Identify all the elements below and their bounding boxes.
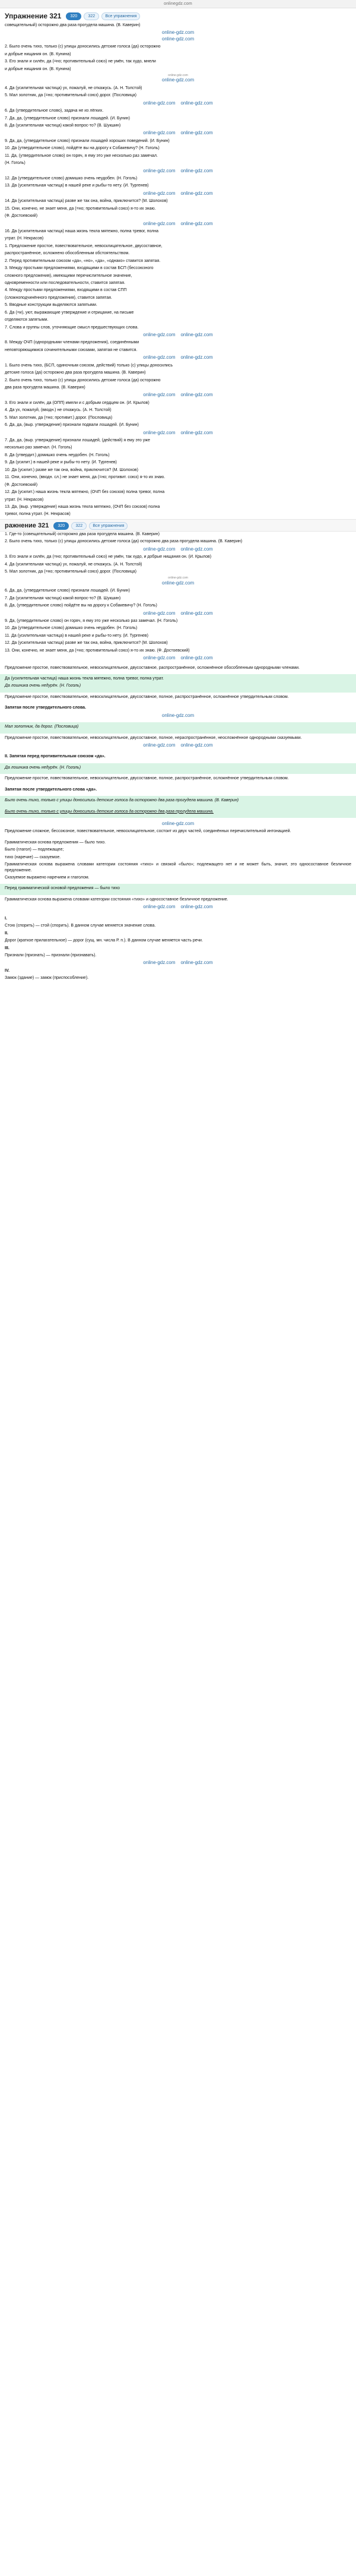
- ad-banner[interactable]: [5, 713, 351, 719]
- text-line: 9. Да (усилит.) в нашей реке и рыбы-то нету. (И. Тургенев): [5, 460, 117, 465]
- text-line: 1. Предложение простое, повествовательное, невосклицательное, двусоставное,: [5, 244, 163, 248]
- ad-banner[interactable]: [5, 611, 351, 617]
- ad-line-1[interactable]: online-gdz.com: [143, 655, 176, 661]
- ad-banner[interactable]: [5, 960, 351, 966]
- ad-line-1[interactable]: online-gdz.com: [161, 712, 195, 718]
- final-label: I.: [5, 916, 7, 921]
- text-line: 3. Его знали и силён, да (ОПП) имели и с добрым сердцем он. (И. Крылов): [5, 400, 150, 405]
- analysis-sentence-3: [0, 763, 356, 774]
- text-line: утрат. (Н. Некрасов): [5, 236, 44, 241]
- text-line: 10. Да (утвердительное слово), пойдёте вы на дорогу к Собакевичу? (Н. Гоголь): [5, 146, 160, 151]
- text-line: сложного предложения), имеющими перечислительное значение,: [5, 273, 132, 278]
- ad-banner[interactable]: [5, 191, 351, 197]
- ad-small: online-gdz.com: [168, 73, 188, 77]
- ad-line-1[interactable]: online-gdz.com: [143, 960, 176, 966]
- text-line: 4. Да (усилительная частица) ух, пожалуй, не откажусь. (А. Н. Толстой): [5, 86, 142, 90]
- ad-banner[interactable]: [5, 655, 351, 661]
- ad-line-1[interactable]: online-gdz.com: [143, 190, 176, 196]
- answer-item: 4. Да (усилительная частица) ух, пожалуй, не откажусь. (А. Н. Толстой): [5, 562, 142, 567]
- exercise-header-2: [0, 519, 356, 532]
- text-line: 7. Да, да, (утвердительное слово) признали лошадей. (И. Бунин): [5, 116, 130, 121]
- ad-banner[interactable]: [5, 742, 351, 748]
- text-line: (Н. Гоголь): [5, 161, 26, 166]
- ad-banner[interactable]: [5, 30, 351, 42]
- notes-block: [0, 838, 356, 884]
- text-line: 4. Между простыми предложениями, входящими в состав СПП: [5, 288, 127, 293]
- analysis-text: Предложение простое, повествовательное, невосклицательное, двусоставное, полное, нераспространённое, неосложнённое однородными сказуемыми.: [5, 735, 302, 740]
- text-line: 11. Да, (утвердительное слово) он горяч, я ему это уже несколько раз замечал.: [5, 153, 158, 158]
- answer-item: 3. Его знали и силён, да (=но; противительный союз) не умён, так худо, и добрые нищания он. (И. Крылов): [5, 555, 212, 560]
- ad-banner[interactable]: [5, 821, 351, 827]
- ad-line-1[interactable]: online-gdz.com: [143, 904, 176, 910]
- ad-line-2[interactable]: online-gdz.com: [180, 130, 213, 136]
- answer-item: 8. Да, (утвердительное слово) пойдёте вы на дорогу к Собакевичу? (Н. Гоголь): [5, 603, 157, 608]
- analysis-block-3: [0, 752, 356, 763]
- text-line: и добрые нищания он. (В. Кунина): [5, 67, 71, 71]
- ad-line-1[interactable]: online-gdz.com: [143, 167, 176, 173]
- analysis-block-2: [0, 703, 356, 722]
- pager-next-2[interactable]: 322: [71, 522, 87, 530]
- ad-line-1[interactable]: online-gdz.com: [143, 392, 176, 398]
- text-line: 5. Вводные конструкции выделяются запятыми.: [5, 303, 97, 308]
- final-label: IV.: [5, 968, 9, 973]
- ad-line-2[interactable]: online-gdz.com: [180, 655, 213, 661]
- analysis-sentence-2: [0, 722, 356, 733]
- text-line: (сложноподчинённого предложения), ставится запятая.: [5, 295, 112, 300]
- text-line: совещательный) осторожно два раза прогудела машина. (В. Каверин): [5, 23, 141, 27]
- analysis-block-1: [0, 663, 356, 674]
- section-one-body: [0, 23, 356, 517]
- text-line: 9. Да, да, (утвердительное слово) признали лошадей хороших поведений. (И. Бунин): [5, 138, 170, 143]
- analysis-title: II. Запятая перед противительным союзом «да».: [5, 754, 106, 759]
- ad-banner[interactable]: [5, 130, 351, 136]
- ad-line-2[interactable]: online-gdz.com: [180, 742, 213, 748]
- summary-row-1: [0, 884, 356, 895]
- text-line: 6. Да (=и), уют, выражающие утверждение и отрицание, на письме: [5, 310, 134, 315]
- answer-item: 12. Да (усилительная частица) разве же так она, война, приключится? (М. Шолохов): [5, 641, 168, 646]
- note-line: тихо (наречие) — сказуемое.: [5, 855, 61, 859]
- answer-item: 7. Да (усилительная частица) какой вопрос-то? (В. Шукшин): [5, 596, 121, 600]
- ad-line-2[interactable]: online-gdz.com: [180, 392, 213, 398]
- note-line: Грамматическая основа предложения — было тихо.: [5, 840, 106, 845]
- text-line: 12. Да (утвердительное слово) домишко очень неудобен. (Н. Гоголь): [5, 176, 138, 181]
- analysis-tail-1: [0, 693, 356, 703]
- note-line: Сказуемое выражено наречием и глаголом.: [5, 875, 90, 880]
- page-root: [0, 0, 356, 985]
- final-line: Признали (признать) — признали (признавать).: [5, 953, 97, 957]
- analysis-text: Предложение простое, повествовательное, невосклицательное, двусоставное, полное, распространённое, осложнённое утвердительным словом.: [5, 776, 289, 781]
- final-line: Замок (здание) — замок (приспособление).: [5, 976, 89, 981]
- analysis-title: Запятая после утвердительного слова «да».: [5, 787, 97, 792]
- ad-line-1[interactable]: online-gdz.com: [143, 220, 176, 226]
- ad-line-2[interactable]: online-gdz.com: [161, 36, 195, 42]
- analysis-head: Предложение простое, повествовательное, невосклицательное, двусоставное, распространённое, осложнённое обособленным однородными членами.: [5, 665, 300, 670]
- ad-banner[interactable]: [5, 576, 351, 586]
- analysis-block-4: [0, 785, 356, 796]
- text-line: 6. Да (утвердительное слово), задача не из лёгких.: [5, 109, 104, 113]
- final-line: Стою (спорить) — стой (спорить). В данном случае меняется значение слова.: [5, 924, 156, 928]
- ad-line-1[interactable]: online-gdz.com: [161, 821, 195, 827]
- text-line: 1. Было очень тихо, (БСП, одиночным союзом, действий) только (с) улицы доносились: [5, 363, 173, 368]
- text-line: неповторяющимися сочинительными союзами, запятая не ставится.: [5, 347, 138, 352]
- text-line: детские голоса (да) осторожно два раза прогудела машина. (В. Каверин): [5, 371, 146, 375]
- analysis-quote: Да лошника очень недурён. (Н. Гоголь): [5, 765, 81, 770]
- ad-line-1[interactable]: online-gdz.com: [143, 100, 176, 106]
- analysis-text-3: [0, 774, 356, 785]
- pager-next[interactable]: 322: [84, 12, 99, 20]
- answer-item: 13. Они, конечно, не знает меня, да (=но; противительный союз) я-то их знаю. (Ф. Достоевский): [5, 648, 190, 653]
- ad-banner[interactable]: [5, 546, 351, 552]
- ad-banner[interactable]: [5, 74, 351, 84]
- analysis-sentence-4: [0, 796, 356, 807]
- text-line: 14. Да (усилительная частица) разве же так она, война, приключится? (М. Шолохов): [5, 199, 168, 204]
- text-line: 13. Да, (выр. утверждение) наша жизнь текла мятежно, (ОЧП без союзов) полна: [5, 504, 160, 509]
- final-label: II.: [5, 931, 8, 935]
- answer-item: 2. Было очень тихо, только (с) улицы доносились детские голоса (да) осторожно два раза прогудела машина. (В. Каверин): [5, 539, 243, 544]
- ad-line-1[interactable]: online-gdz.com: [143, 355, 176, 361]
- text-line: отделяются запятыми.: [5, 318, 49, 323]
- analysis-quote: Было очень тихо, только с улицы доносились детские голоса да осторожно два раза прогудела машина. (В. Каверин): [5, 798, 239, 803]
- text-line: 7. Слова и группы слов, уточняющие смысл предшествующих слова.: [5, 325, 139, 330]
- text-line: 2. Было очень тихо, только (с) улицы доносились детские голоса (да) осторожно: [5, 45, 161, 49]
- exercise-header: [0, 8, 356, 23]
- pagination-2[interactable]: [53, 522, 128, 530]
- text-line: и добрые нищания он. (В. Кунина): [5, 52, 71, 56]
- text-line: 16. Да (усилительная частица) наша жизнь текла мятежно, полна тревог, полна: [5, 229, 158, 233]
- analysis-quote: Мал золотник, да дорог. (Пословица): [5, 725, 79, 729]
- page-title: Упражнение 321: [5, 12, 62, 20]
- ad-line-1[interactable]: online-gdz.com: [143, 610, 176, 616]
- text-line: 5. Мал золотник, да (=но; противит.) дорог. (Пословица): [5, 415, 113, 420]
- pager-prev[interactable]: 320: [66, 12, 81, 20]
- ad-line-2[interactable]: online-gdz.com: [180, 332, 213, 338]
- ad-banner[interactable]: [5, 332, 351, 338]
- text-line: 8. Да (утвердит.) домишко очень неудобен. (Н. Гоголь): [5, 453, 110, 457]
- text-line: одновременности или последовательности, ставится запятая.: [5, 281, 125, 285]
- site-logo: onlinegdz.com: [164, 2, 192, 6]
- ad-banner[interactable]: [5, 168, 351, 174]
- text-line: распространённое, осложнено обособленным обстоятельством.: [5, 251, 130, 256]
- text-line: 2. Перед противительным союзом «да», «но», «да», «однако» ставится запятая.: [5, 258, 161, 263]
- final-block: [0, 914, 356, 985]
- text-line: 10. Да (усилит.) разве же так она, война, приключится? (М. Шолохов): [5, 467, 138, 472]
- ad-line-1[interactable]: online-gdz.com: [161, 30, 195, 36]
- answer-item: 10. Да (утвердительное слово) домишко очень неудобен. (Н. Гоголь): [5, 626, 138, 631]
- text-line: несколько раз замечал. (Н. Гоголь): [5, 445, 72, 450]
- note-line: Грамматическая основа выражена словами категории состояния «тихо» и связкой «было»; подлежащего нет и не может быть, значит, это односоставное безличное предложение.: [5, 862, 351, 873]
- summary-right: Грамматическая основа выражена словами категории состояния «тихо» и односоставное безличное предложение.: [5, 897, 228, 902]
- text-line: 4. Да ух, пожалуй, (вводн.) не откажусь. (А. Н. Толстой): [5, 408, 112, 413]
- ad-line-1[interactable]: online-gdz.com: [143, 332, 176, 338]
- ad-banner[interactable]: [5, 392, 351, 398]
- analysis-quote-2: Было очень тихо, только с улицы доносились детские голоса да осторожно два раза прогудела машина.: [5, 809, 214, 814]
- section-two-body: [0, 532, 356, 662]
- page-title-2: ражнение 321: [5, 522, 49, 530]
- answer-item: 11. Да (усилительная частица) в нашей реке и рыбы-то нету. (И. Тургенев): [5, 633, 148, 638]
- text-line: 5. Мал золотник, да (=но; противительный союз) дорог. (Пословица): [5, 93, 136, 98]
- ad-banner[interactable]: [5, 430, 351, 436]
- analysis-text-2: [0, 734, 356, 753]
- text-line: 15. Они, конечно, не знает меня, да (=но; противительный союз) я-то их знаю.: [5, 206, 156, 211]
- ad-line-2[interactable]: online-gdz.com: [180, 167, 213, 173]
- analysis-text: Предложение сложное, бессоюзное, повествовательное, невосклицательное, состоит из двух частей, соединённых перечислительной интонацией.: [5, 829, 291, 834]
- ad-banner[interactable]: [5, 100, 351, 106]
- text-line: 3. Его знали и силён, да (=но; противительный союз) не умён, так худо, мнели: [5, 59, 156, 64]
- analysis-sentence: Да (усилительная частица) наша жизнь текла мятежно, полна тревог, полна утрат.: [5, 677, 164, 681]
- ad-line-2[interactable]: online-gdz.com: [180, 190, 213, 196]
- summary-left: Перед грамматической основой предложения — было тихо: [5, 886, 120, 891]
- ad-line-1[interactable]: online-gdz.com: [161, 77, 195, 83]
- site-topbar: [0, 0, 356, 8]
- text-line: 3. Между простыми предложениями, входящими в состав БСП (бессоюзного: [5, 266, 154, 271]
- answer-item: 1. Где-то (совещательный) осторожно два раза прогудела машина. (В. Каверин): [5, 532, 160, 536]
- ad-line-2[interactable]: online-gdz.com: [180, 355, 213, 361]
- text-line: (Ф. Достоевский): [5, 482, 38, 487]
- summary-row-1-right: [0, 895, 356, 914]
- analysis-sentence-4b: [0, 807, 356, 818]
- ad-line-1[interactable]: online-gdz.com: [143, 429, 176, 435]
- text-line: 2. Было очень тихо, только (с) улицы доносились детские голоса (да) осторожно: [5, 378, 161, 383]
- text-line: 11. Они, конечно, (вводн. сл.) не знает меня, да (=но; противит. союз) я-то их знаю.: [5, 475, 166, 480]
- final-label: III.: [5, 946, 9, 950]
- pager-all-2[interactable]: Все упражнения: [89, 522, 128, 530]
- text-line: 7. Да, да, (выр. утверждение) признали лошадей, (действий) я ему это уже: [5, 438, 150, 442]
- ad-line-1[interactable]: online-gdz.com: [143, 130, 176, 136]
- text-line: 13. Да (усилительная частица) в нашей реке и рыбы-то нету. (И. Тургенев): [5, 184, 149, 188]
- ad-line-2[interactable]: online-gdz.com: [180, 546, 213, 552]
- text-line: 6. Да, да, (выр. утверждение) признали подвали лошадей. (И. Бунин): [5, 423, 139, 428]
- pagination[interactable]: [66, 12, 140, 20]
- ad-banner[interactable]: [5, 904, 351, 910]
- ad-banner[interactable]: [5, 221, 351, 227]
- ad-line-2[interactable]: online-gdz.com: [180, 610, 213, 616]
- answer-item: 9. Да, (утвердительное слово) он горяч, я ему это уже несколько раз замечал. (Н. Гоголь): [5, 618, 178, 623]
- answer-item: 5. Мал золотник, да (=но; противительный союз) дорог. (Пословица): [5, 569, 136, 574]
- answer-item: 6. Да, да, (утвердительное слово) признали лошадей. (И. Бунин): [5, 589, 130, 593]
- final-line: Дорог (краткое прилагательное) — дорог (сущ. мн. числа Р. п.). В данном случае меняется часть речи.: [5, 938, 203, 943]
- analysis-text-4: [0, 818, 356, 838]
- ad-line-2[interactable]: online-gdz.com: [180, 429, 213, 435]
- text-line: 12. Да (усилит.) наша жизнь текла мятежно, (ОЧП без союзов) полна тревог, полна: [5, 490, 165, 495]
- pager-prev-2[interactable]: 320: [53, 522, 69, 530]
- ad-line-1[interactable]: online-gdz.com: [143, 546, 176, 552]
- text-line: тревог, полна утрат. (Н. Некрасов): [5, 512, 71, 517]
- analysis-quote: Да лошника очень недурён. (Н. Гоголь): [5, 684, 81, 688]
- ad-line-1[interactable]: online-gdz.com: [143, 742, 176, 748]
- text-line: 8. Между ОЧП (однородными членами предложения), соединёнными: [5, 340, 139, 345]
- analysis-sentence-1: [0, 674, 356, 693]
- ad-line-2[interactable]: online-gdz.com: [180, 904, 213, 910]
- text-line: (Ф. Достоевский): [5, 214, 38, 219]
- ad-line-2[interactable]: online-gdz.com: [180, 220, 213, 226]
- ad-small: online-gdz.com: [168, 576, 188, 580]
- analysis-title: Запятая после утвердительного слова.: [5, 706, 86, 710]
- text-line: 8. Да (усилительная частица) какой вопрос-то? (В. Шукшин): [5, 124, 121, 128]
- pager-all[interactable]: Все упражнения: [101, 12, 140, 20]
- ad-line-2[interactable]: online-gdz.com: [180, 100, 213, 106]
- ad-line-1[interactable]: online-gdz.com: [161, 580, 195, 586]
- ad-line-2[interactable]: online-gdz.com: [180, 960, 213, 966]
- analysis-tail: Предложение простое, повествовательное, невосклицательное, двусоставное, полное, распространённое, осложнённое утвердительным словом.: [5, 694, 289, 699]
- text-line: два раза прогудела машина. (В. Каверин): [5, 385, 85, 390]
- ad-banner[interactable]: [5, 355, 351, 361]
- text-line: утрат. (Н. Некрасов): [5, 497, 44, 502]
- note-line: Было (глагол) — подлежащее;: [5, 848, 64, 852]
